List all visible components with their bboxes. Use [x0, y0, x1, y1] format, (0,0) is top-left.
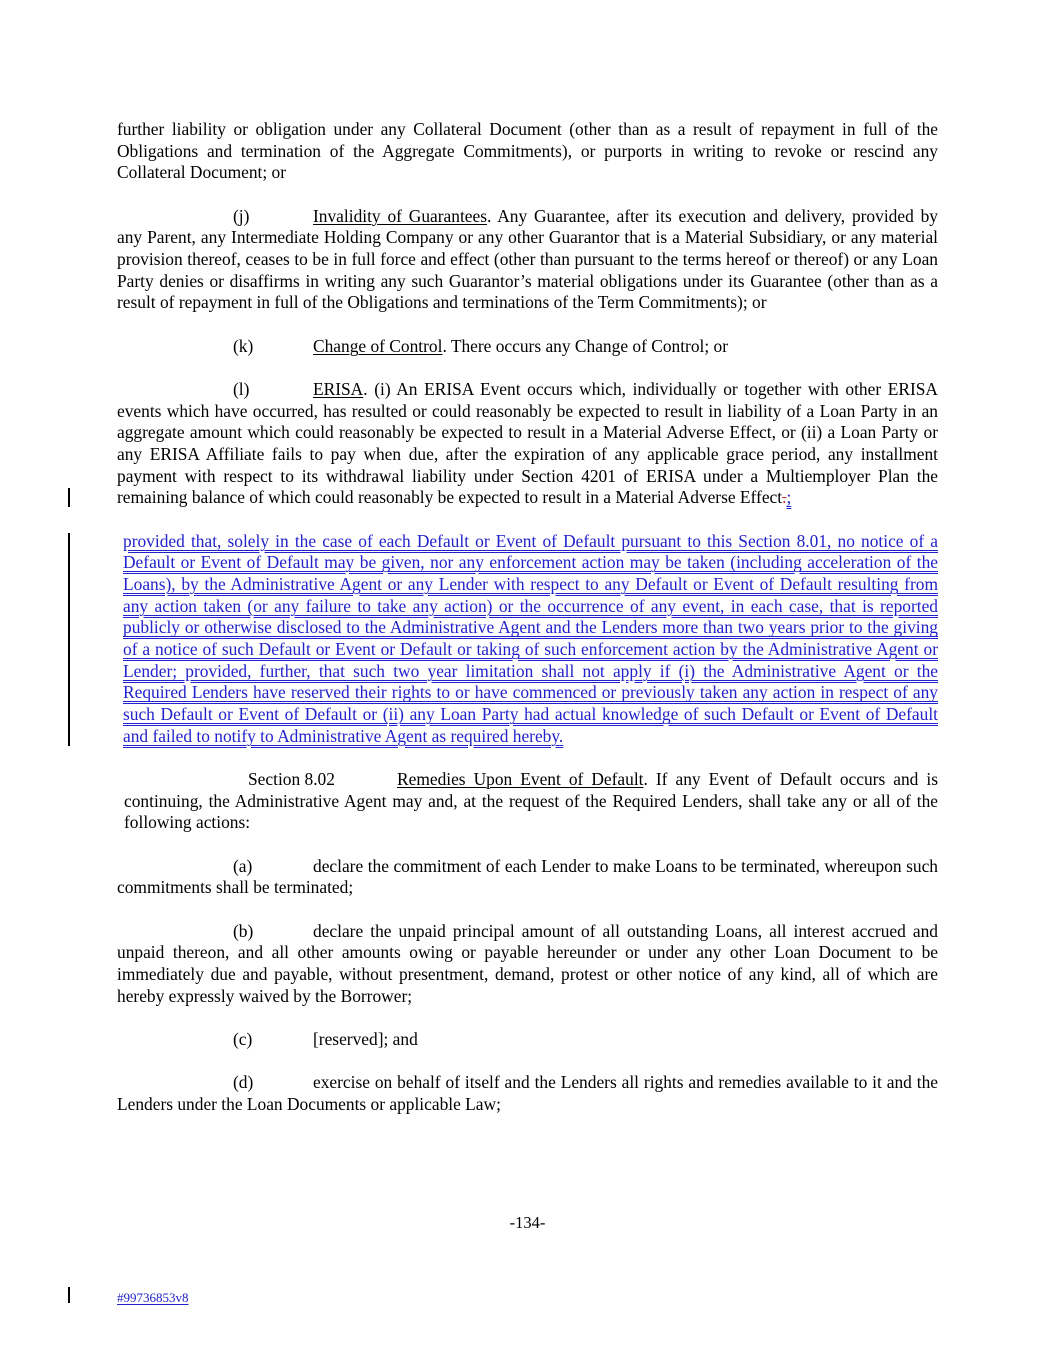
- document-id: #99736853v8: [117, 1290, 189, 1305]
- underlined-heading: Change of Control: [313, 335, 443, 356]
- text-run: [reserved]; and: [313, 1028, 418, 1049]
- paragraph-label: (k): [233, 335, 254, 356]
- paragraph: [117, 1029, 938, 1051]
- paragraph: [117, 1072, 938, 1115]
- underlined-heading: Invalidity of Guarantees: [313, 205, 487, 226]
- paragraph-label: Section 8.02: [248, 769, 335, 790]
- change-bar: [68, 533, 70, 746]
- paragraph-label: (j): [233, 205, 250, 226]
- paragraph: [117, 769, 938, 834]
- paragraph-label: (d): [233, 1072, 254, 1093]
- page-number: -134-: [509, 1213, 546, 1232]
- paragraph-label: (a): [233, 855, 253, 876]
- document-body: [117, 119, 938, 1137]
- text-run: . Any Guarantee, after its execution and delivery, provided by any Parent, any Intermediate Holding Company or any other Guarantor that is a Material Subsidiary, or any material provision thereof, ceases to be in full force and effect (other than pursuant to the terms hereof or thereof) or any Loan Party denies or disaffirms in writing any such Guarantor’s material obligations under its Guarantee (other than as a result of repayment in full of the Obligations and terminations of the Term Commitments); or: [117, 205, 938, 313]
- text-run: . (i) An ERISA Event occurs which, individually or together with other ERISA events which have occurred, has resulted or could reasonably be expected to result in liability of a Loan Party in an aggregate amount which could reasonably be expected to result in a Material Adverse Effect, or (ii) a Loan Party or any ERISA Affiliate fails to pay when due, after the expiration of any applicable grace period, any installment payment with respect to its withdrawal liability under Section 4201 of ERISA under a Multiemployer Plan the remaining balance of which could reasonably be expected to result in a Material Adverse Effect: [117, 378, 938, 508]
- deleted-text: .: [782, 487, 787, 508]
- text-run: . If any Event of Default occurs and is continuing, the Administrative Agent may and, at the request of the Required Lenders, shall take any or all of the following actions:: [124, 769, 938, 833]
- paragraph: [117, 856, 938, 899]
- text-run: exercise on behalf of itself and the Lenders all rights and remedies available to it and the Lenders under the Loan Documents or applicable Law;: [117, 1072, 938, 1114]
- underlined-heading: Remedies Upon Event of Default: [397, 769, 644, 790]
- footer: [117, 1287, 189, 1309]
- paragraph-label: (c): [233, 1028, 253, 1049]
- inserted-text: ;: [786, 487, 792, 508]
- text-run: . There occurs any Change of Control; or: [442, 335, 729, 356]
- inserted-text: provided that, solely in the case of each Default or Event of Default pursuant to this Section 8.01, no notice of a Default or Event of Default may be given, nor any enforcement action may be taken (including acceleration of the Loans), by the Administrative Agent or any Lender with respect to any Default or Event of Default resulting from any action taken (or any failure to take any action) or the occurrence of any event, in each case, that is reported publicly or otherwise disclosed to the Administrative Agent and the Lenders more than two years prior to the giving of a notice of such Default or Event or Default or taking of such enforcement action by the Administrative Agent or Lender; provided, further, that such two year limitation shall not apply if (i) the Administrative Agent or the Required Lenders have reserved their rights to or have commenced or previously taken any action in respect of any such Default or Event of Default or (ii) any Loan Party had actual knowledge of such Default or Event of Default and failed to notify to Administrative Agent as required hereby.: [123, 530, 938, 746]
- text-run: further liability or obligation under any Collateral Document (other than as a result of repayment in full of the Obligations and termination of the Aggregate Commitments), or purports in writing to revoke or rescind any Collateral Document; or: [117, 119, 938, 183]
- paragraph-label: (l): [233, 378, 250, 399]
- paragraph: [117, 336, 938, 358]
- change-bar: [68, 488, 70, 507]
- inserted-paragraph: [123, 531, 938, 748]
- underlined-heading: ERISA: [313, 378, 364, 399]
- paragraph: [117, 119, 938, 184]
- text-run: declare the unpaid principal amount of all outstanding Loans, all interest accrued and unpaid thereon, and all other amounts owing or payable hereunder or under any other Loan Document to be immediately due and payable, without presentment, demand, protest or other notice of any kind, all of which are hereby expressly waived by the Borrower;: [117, 920, 938, 1006]
- change-bar: [68, 1287, 70, 1303]
- paragraph: [117, 206, 938, 315]
- paragraph: [117, 379, 938, 509]
- paragraph-label: (b): [233, 920, 254, 941]
- text-run: declare the commitment of each Lender to make Loans to be terminated, whereupon such commitments shall be terminated;: [117, 855, 938, 898]
- paragraph: [117, 921, 938, 1008]
